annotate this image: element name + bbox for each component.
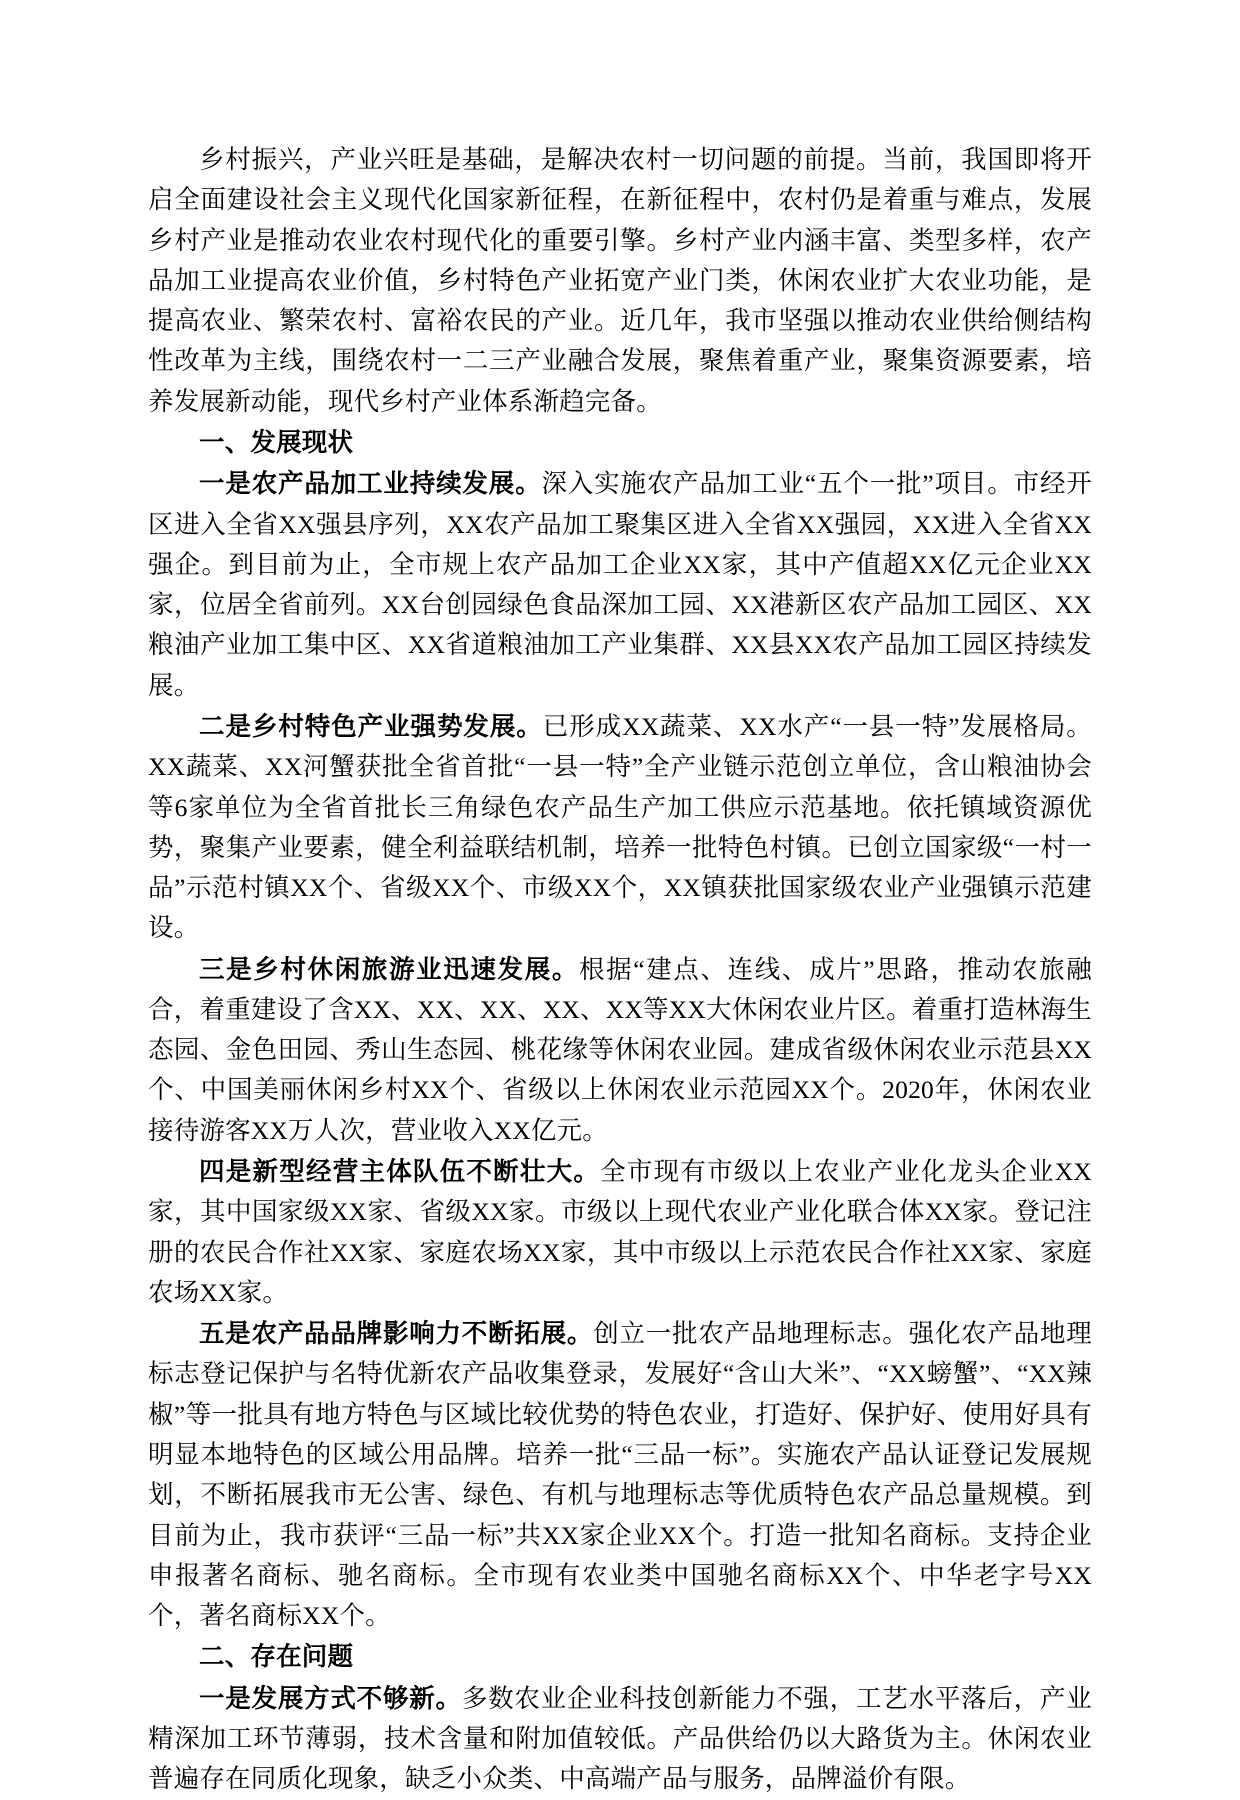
point-3-paragraph — [148, 950, 1092, 1151]
point-2-paragraph-lead: 二是乡村特色产业强势发展。 — [199, 711, 543, 741]
point-1-paragraph-text: 深入实施农产品加工业“五个一批”项目。市经开区进入全省XX强县序列，XX农产品加工聚集区进入全省XX强园，XX进入全省XX强企。到目前为止，全市规上农产品加工企业XX家，其中产值超XX亿元企业XX家，位居全省前列。XX台创园绿色食品深加工园、XX港新区农产品加工园区、XX粮油产业加工集中区、XX省道粮油加工产业集群、XX县XX农产品加工园区持续发展。 — [148, 469, 1092, 700]
point-1-paragraph-lead: 一是农产品加工业持续发展。 — [199, 469, 542, 499]
point-3-paragraph-text: 根据“建点、连线、成片”思路，推动农旅融合，着重建设了含XX、XX、XX、XX、XX等XX大休闲农业片区。着重打造林海生态园、金色田园、秀山生态园、桃花缘等休闲农业园。建成省级休闲农业示范县XX个、中国美丽休闲乡村XX个、省级以上休闲农业示范园XX个。2020年，休闲农业接待游客XX万人次，营业收入XX亿元。 — [148, 954, 1092, 1145]
problem-1-paragraph-text: 多数农业企业科技创新能力不强，工艺水平落后，产业精深加工环节薄弱，技术含量和附加值较低。产品供给仍以大路货为主。休闲农业普遍存在同质化现象，缺乏小众类、中高端产品与服务，品牌溢价有限。 — [148, 1683, 1092, 1794]
intro-paragraph: 乡村振兴，产业兴旺是基础，是解决农村一切问题的前提。当前，我国即将开启全面建设社会主义现代化国家新征程，在新征程中，农村仍是着重与难点，发展乡村产业是推动农业农村现代化的重要引擎。乡村产业内涵丰富、类型多样，农产品加工业提高农业价值，乡村特色产业拓宽产业门类，休闲农业扩大农业功能，是提高农业、繁荣农村、富裕农民的产业。近几年，我市坚强以推动农业供给侧结构性改革为主线，围绕农村一二三产业融合发展，聚焦着重产业，聚集资源要素，培养发展新动能，现代乡村产业体系渐趋完备。 — [148, 145, 1092, 416]
problem-1-paragraph-lead: 一是发展方式不够新。 — [199, 1683, 462, 1713]
section-heading-1: 一、发展现状 — [199, 427, 354, 457]
point-4-paragraph-text: 全市现有市级以上农业产业化龙头企业XX家，其中国家级XX家、省级XX家。市级以上现代农业产业化联合体XX家。登记注册的农民合作社XX家、家庭农场XX家，其中市级以上示范农民合作社XX家、家庭农场XX家。 — [148, 1157, 1092, 1307]
point-3-paragraph-lead: 三是乡村休闲旅游业迅速发展。 — [199, 954, 579, 984]
section-heading-2: 二、存在问题 — [199, 1642, 354, 1672]
problem-1-paragraph — [148, 1679, 1092, 1800]
point-4-paragraph-lead: 四是新型经营主体队伍不断壮大。 — [199, 1157, 601, 1187]
point-5-paragraph-lead: 五是农产品品牌影响力不断拓展。 — [199, 1319, 594, 1349]
point-2-paragraph — [148, 707, 1092, 949]
document-body — [148, 140, 1092, 1800]
point-5-paragraph-text: 创立一批农产品地理标志。强化农产品地理标志登记保护与名特优新农产品收集登录，发展好“含山大米”、“XX螃蟹”、“XX辣椒”等一批具有地方特色与区域比较优势的特色农业，打造好、保护好、使用好具有明显本地特色的区域公用品牌。培养一批“三品一标”。实施农产品认证登记发展规划，不断拓展我市无公害、绿色、有机与地理标志等优质特色农产品总量规模。到目前为止，我市获评“三品一标”共XX家企业XX个。打造一批知名商标。支持企业申报著名商标、驰名商标。全市现有农业类中国驰名商标XX个、中华老字号XX个，著名商标XX个。 — [148, 1319, 1092, 1631]
point-5-paragraph — [148, 1314, 1092, 1636]
point-1-paragraph — [148, 464, 1092, 706]
point-2-paragraph-text: 已形成XX蔬菜、XX水产“一县一特”发展格局。XX蔬菜、XX河蟹获批全省首批“一县一特”全产业链示范创立单位，含山粮油协会等6家单位为全省首批长三角绿色农产品生产加工供应示范基地。依托镇域资源优势，聚集产业要素，健全利益联结机制，培养一批特色村镇。已创立国家级“一村一品”示范村镇XX个、省级XX个、市级XX个，XX镇获批国家级农业产业强镇示范建设。 — [148, 711, 1092, 943]
point-4-paragraph — [148, 1152, 1092, 1313]
